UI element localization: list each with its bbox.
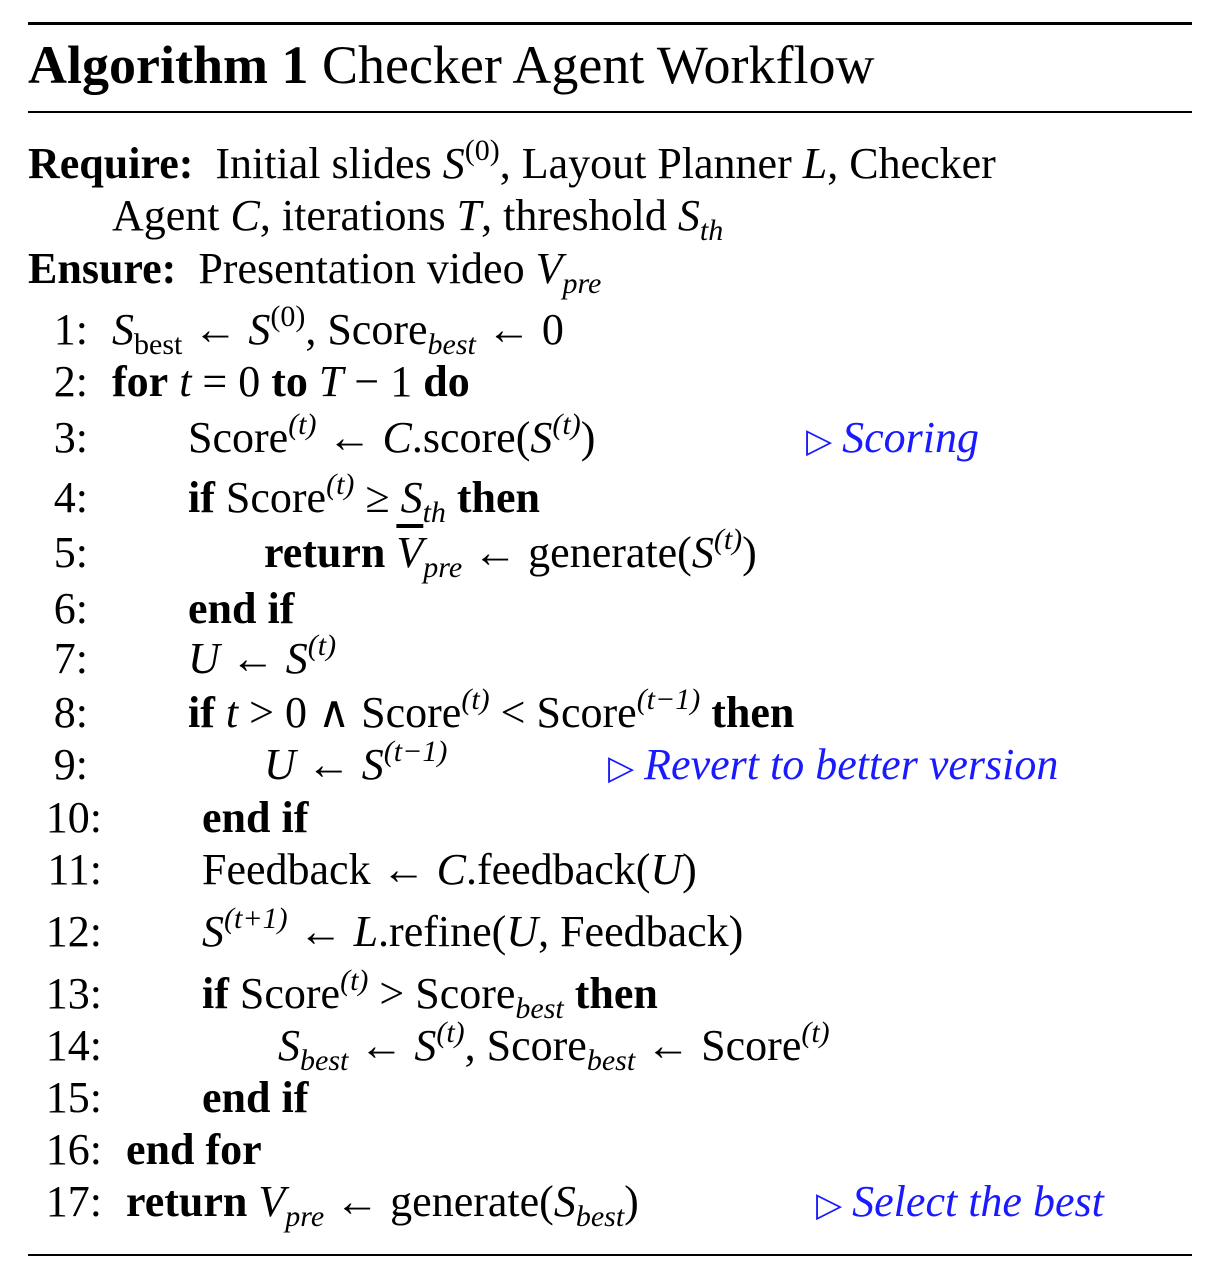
comment-triangle-icon: ▷ bbox=[608, 750, 635, 787]
line-number-1: 1: bbox=[53, 305, 88, 354]
code-line-13: if Score$^{(t)}$ > Score$_{best}$ then bbox=[202, 964, 658, 1025]
comment-triangle-icon: ▷ bbox=[816, 1187, 843, 1224]
code-line-16: end for bbox=[126, 1125, 262, 1174]
code-line-2: for t = 0 to T − 1 do bbox=[112, 357, 470, 406]
line-number-12: 12: bbox=[45, 907, 102, 956]
header-rule bbox=[28, 111, 1192, 113]
comment-select-best: ▷ Select the best bbox=[816, 1176, 1104, 1232]
code-line-8: if t > 0 ∧ Score$^{(t)}$ < Score$^{(t-1)}$ then bbox=[188, 683, 795, 737]
comment-revert: ▷ Revert to better version bbox=[608, 739, 1058, 795]
line-number-5: 5: bbox=[53, 528, 88, 577]
line-number-15: 15: bbox=[45, 1073, 102, 1122]
code-line-12: $S^{(t+1)}$ ← L.refine(U, Feedback) bbox=[202, 902, 744, 956]
line-number-9: 9: bbox=[53, 740, 88, 789]
ensure-line: Ensure: Presentation video $V_{pre}$ bbox=[28, 244, 602, 300]
code-line-9: U ← $S^{(t-1)}$ bbox=[264, 735, 448, 789]
line-number-16: 16: bbox=[45, 1125, 102, 1174]
comment-triangle-icon: ▷ bbox=[806, 423, 833, 460]
line-number-6: 6: bbox=[53, 584, 88, 633]
line-number-4: 4: bbox=[53, 473, 88, 522]
require-line-cont: Agent C, iterations T, threshold $S_{th}$ bbox=[112, 191, 724, 247]
code-line-10: end if bbox=[202, 793, 309, 842]
code-line-1: $S_{best}$ ← $S^{(0)}$, Score$_{best}$ ← 0 bbox=[112, 300, 564, 361]
bottom-rule bbox=[28, 1254, 1192, 1256]
line-number-14: 14: bbox=[45, 1021, 102, 1070]
code-line-14: $S_{best}$ ← $S^{(t)}$, Score$_{best}$ ← Score$^{(t)}$ bbox=[278, 1016, 830, 1077]
top-rule bbox=[28, 22, 1192, 25]
code-line-6: end if bbox=[188, 584, 295, 633]
line-number-3: 3: bbox=[53, 413, 88, 462]
algorithm-title: Algorithm 1 Checker Agent Workflow bbox=[28, 35, 875, 95]
code-line-15: end if bbox=[202, 1073, 309, 1122]
code-line-3: Score$^{(t)}$ ← $C.score(S^{(t)})$ bbox=[188, 408, 596, 462]
line-number-10: 10: bbox=[45, 793, 102, 842]
line-number-7: 7: bbox=[53, 634, 88, 683]
code-line-7: U ← $S^{(t)}$ bbox=[188, 629, 337, 683]
code-line-17: return $V_{pre}$ ← $generate(S_{best})$ bbox=[126, 1177, 639, 1233]
code-line-5: return $\overline{V}_{pre}$ ← $generate(S^{(t)})$ bbox=[264, 523, 757, 584]
line-number-11: 11: bbox=[47, 845, 102, 894]
code-line-11: Feedback ← C.feedback(U) bbox=[202, 845, 697, 894]
line-number-2: 2: bbox=[53, 357, 88, 406]
comment-scoring: ▷ Scoring bbox=[806, 412, 979, 468]
require-line: Require: Initial slides $S^{(0)}$, Layout Planner L, Checker bbox=[28, 134, 996, 188]
code-line-4: if Score$^{(t)}$ ≥ $S_{th}$ then bbox=[188, 468, 541, 529]
line-number-8: 8: bbox=[53, 688, 88, 737]
line-number-17: 17: bbox=[45, 1177, 102, 1226]
line-number-13: 13: bbox=[45, 969, 102, 1018]
